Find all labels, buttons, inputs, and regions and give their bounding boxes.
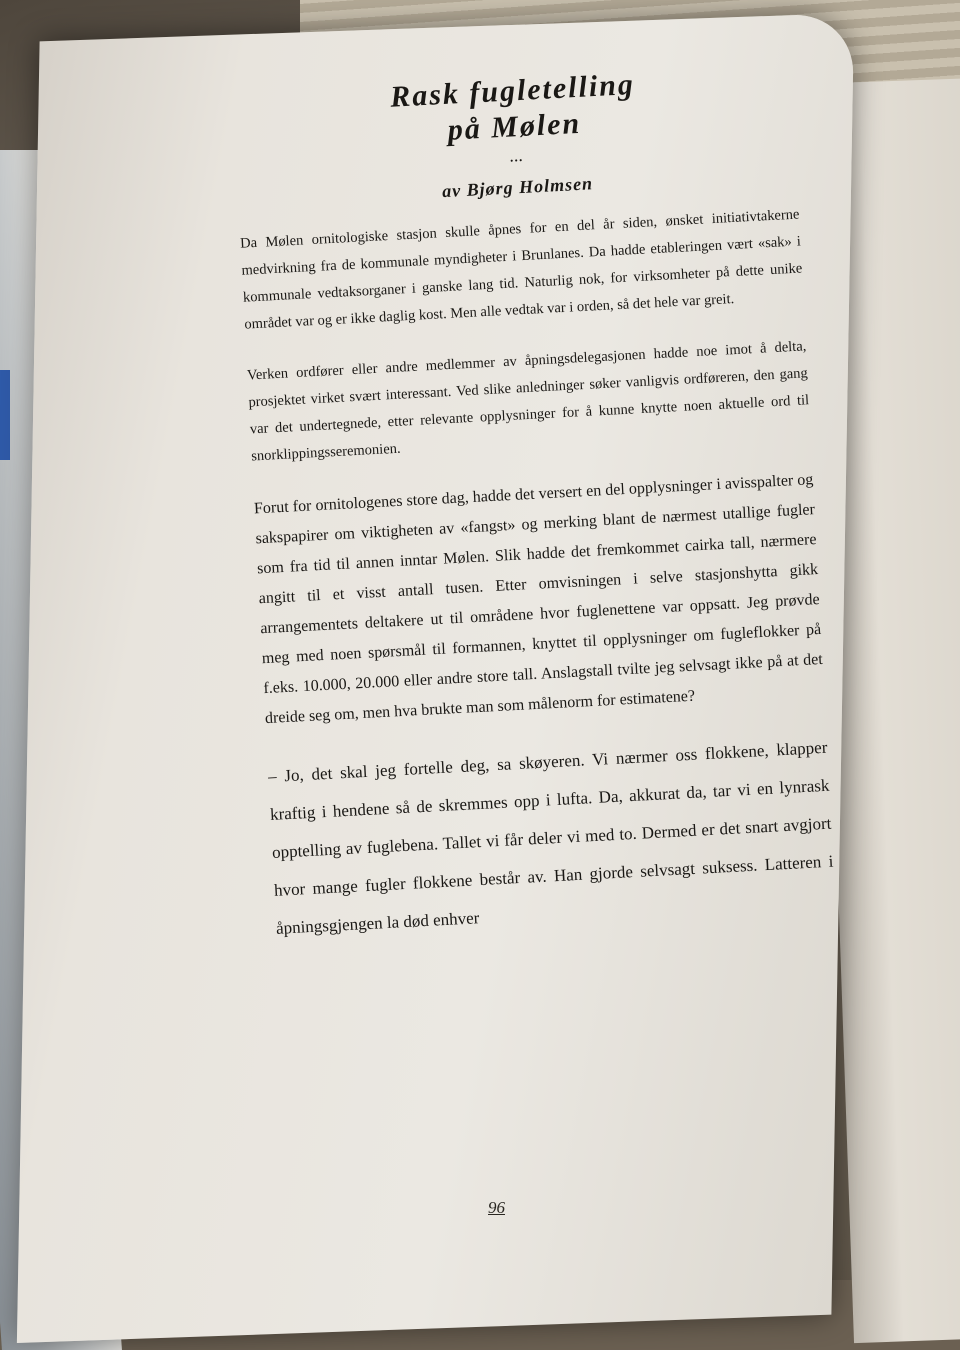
page-number: 96 <box>488 1198 505 1217</box>
blue-cover-edge <box>0 370 10 460</box>
paragraph-4: – Jo, det skal jeg fortelle deg, sa skøyeren. Vi nærmer oss flokkene, klapper kraftig i hendene så de skremmes opp i lufta. Da, akkurat da, tar vi en lynrask opptelling av fuglebena. Tallet vi får deler vi med to. Dermed er det snart avgjort hvor mange fugler flokkene består av. Han gjorde selvsagt suksess. Latteren i åpningsgjengen la død enhver <box>267 737 834 938</box>
title-separator: ... <box>508 144 524 166</box>
article <box>232 59 838 972</box>
title-line-2: på Mølen <box>446 106 582 147</box>
title-line-1: Rask fugletelling <box>389 67 636 114</box>
paragraph-1: Da Mølen ornitologiske stasjon skulle åpnes for en del år siden, ønsket initiativtakerne medvirkning fra de kommunale myndigheter i Brunlanes. Da hadde etableringen vært «sak» i kommunale vedtaksorganer i ganske lang tid. Naturlig nok, for virksomheter på dette unike området var og er ikke daglig kost. Men alle vedtak var i orden, så det hele var greit. <box>239 206 803 333</box>
byline: av Bjørg Holmsen <box>441 173 594 202</box>
paragraph-2: Verken ordfører eller andre medlemmer av åpningsdelegasjonen hadde noe imot å delta, prosjektet virket svært interessant. Ved slike anledninger søker vanligvis ordføreren, den gang var det undertegnede, etter relevante opplysninger for å kunne knytte noen aktuelle ord til snorklippingsseremonien. <box>246 338 810 465</box>
paragraph-3: Forut for ornitologenes store dag, hadde det versert en del opplysninger i avisspalter og sakspapirer om viktigheten av «fangst» og merking blant de nærmest utallige fugler som fra tid til annen inntar Mølen. Slik hadde det fremkommet cairka tall, nærmere angitt til et visst antall tusen. Etter omvisningen i selve stasjonshytta gikk arrangementets deltakere ut til områdene hvor fuglenettene var oppsatt. Jeg prøvde meg med noen spørsmål til formannen, knyttet til opplysninger om fugleflokker på f.eks. 10.000, 20.000 eller andre store tall. Anslagstall tvilte jeg selvsagt ikke på at det dreide seg om, men hva brukte man som målenorm for estimatene? <box>253 471 824 728</box>
